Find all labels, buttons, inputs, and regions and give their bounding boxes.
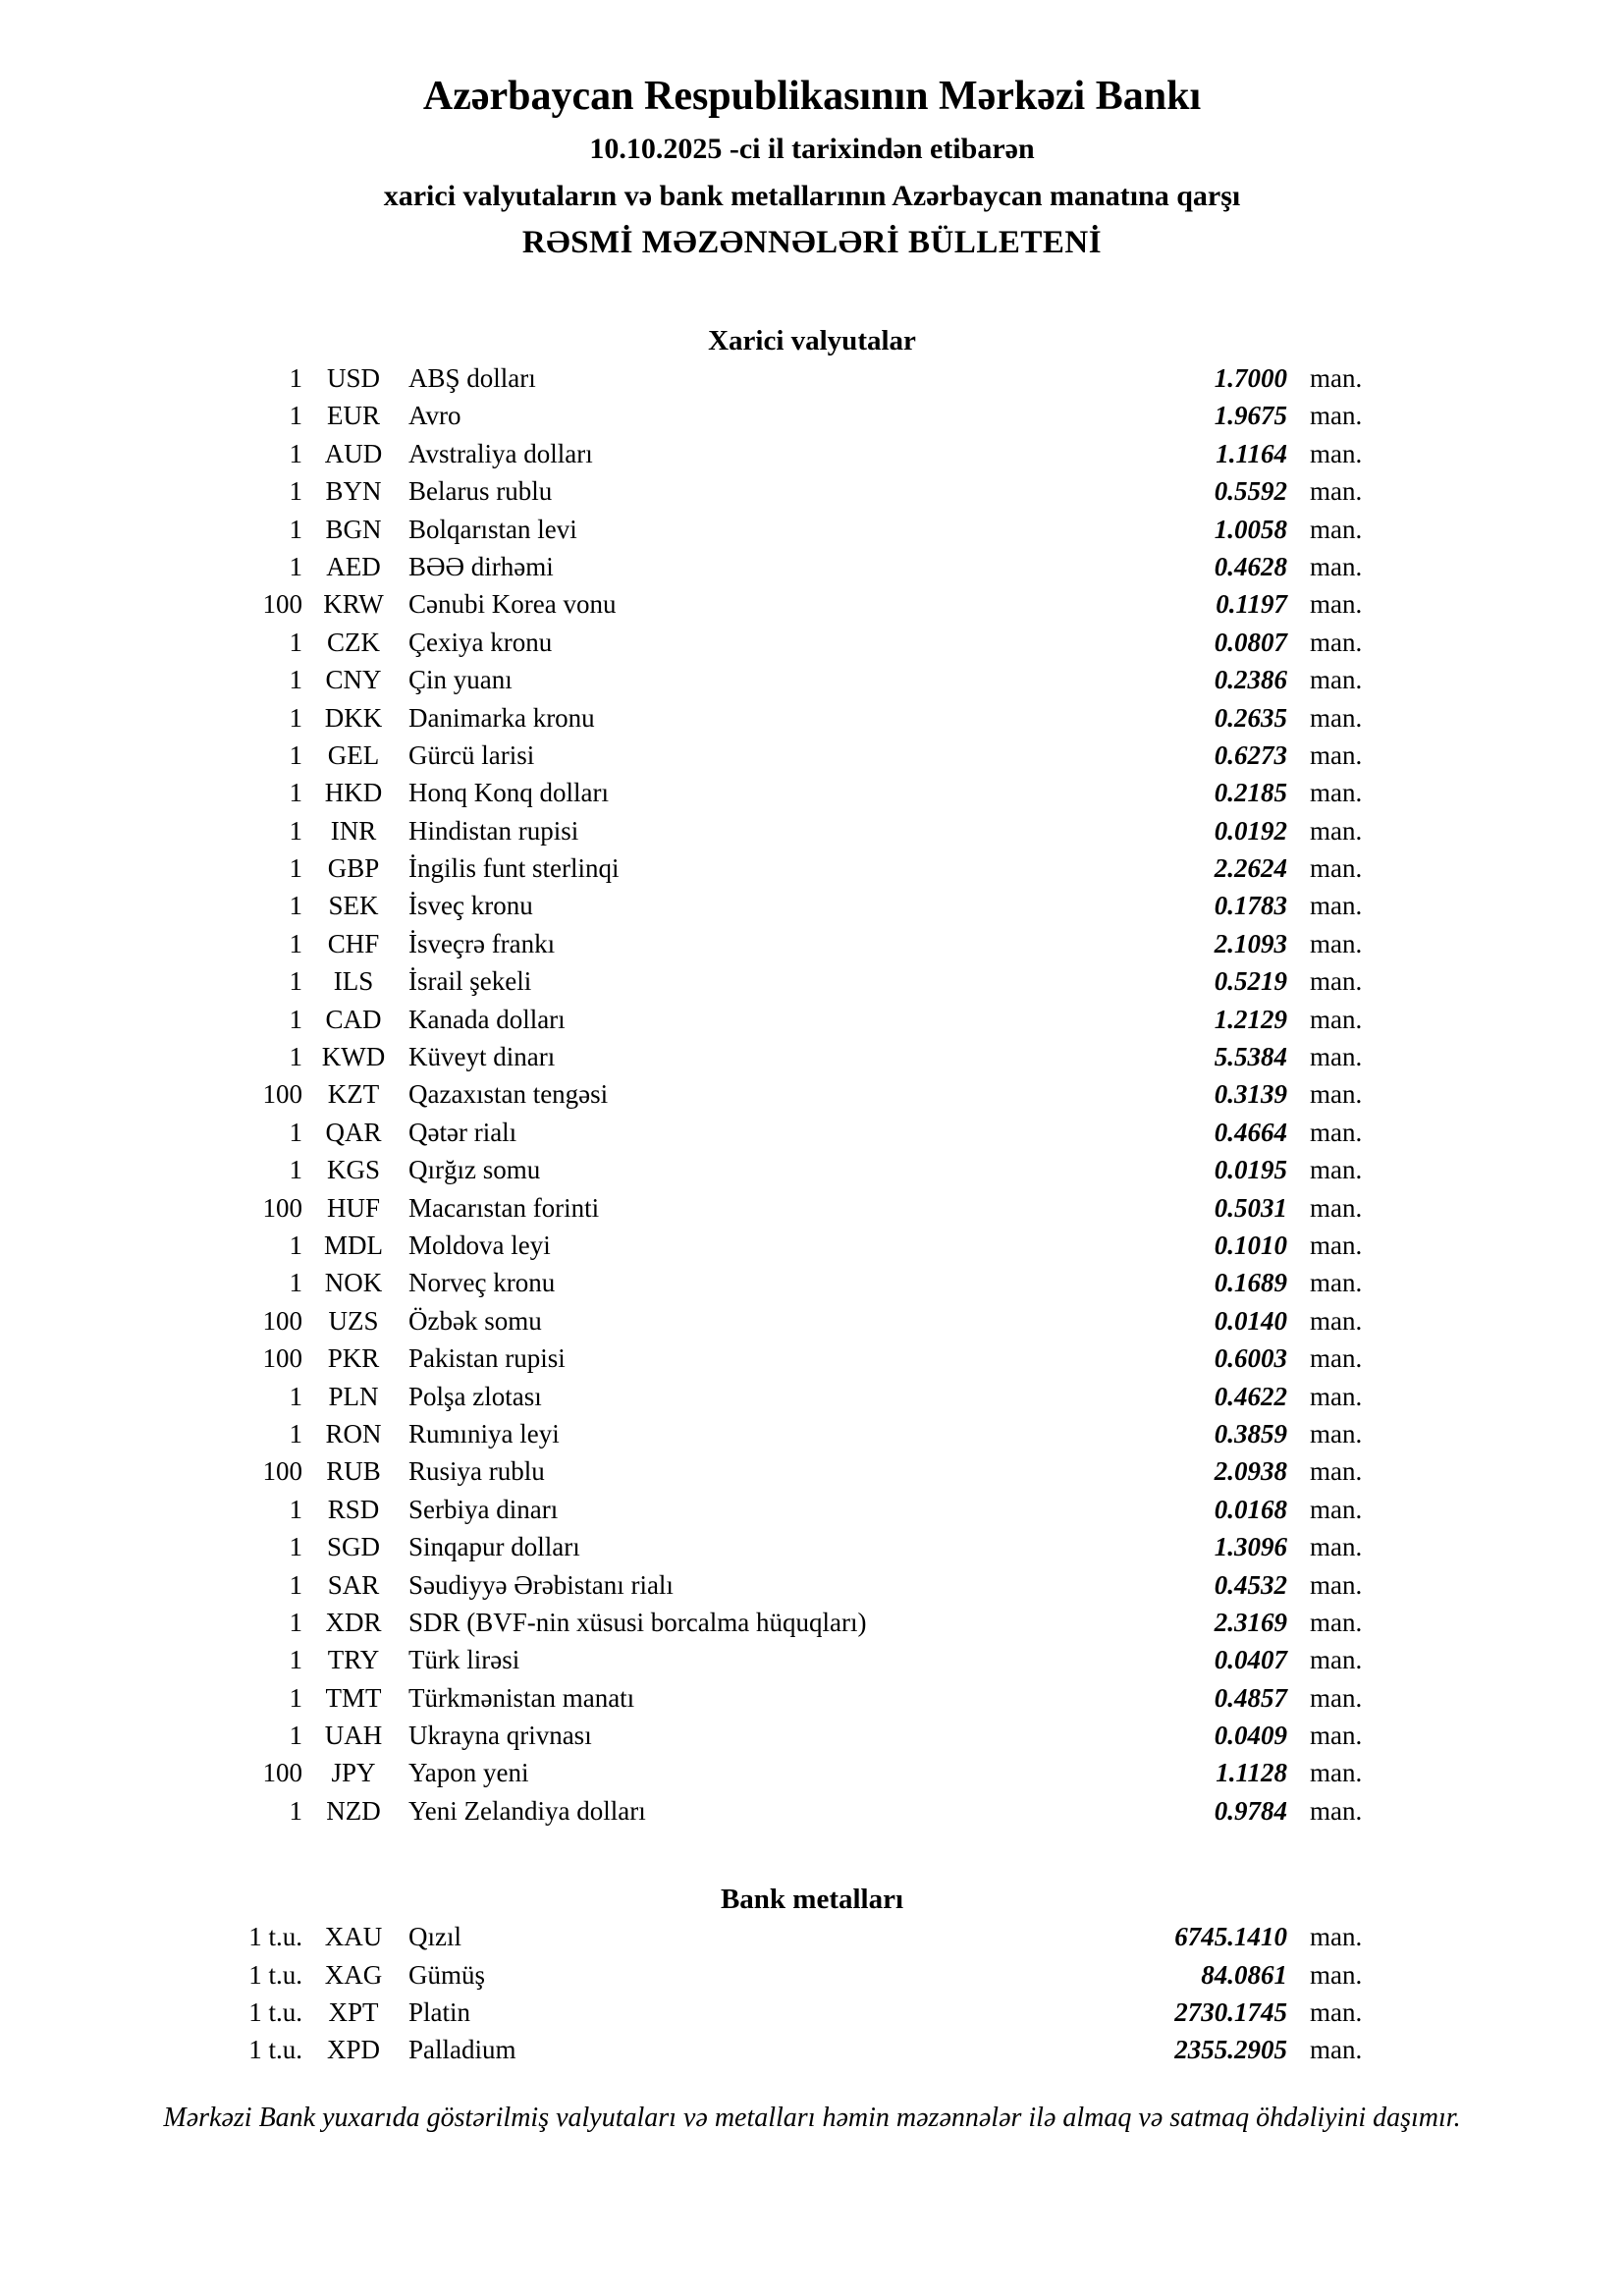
metal-quantity: 1 t.u. xyxy=(248,1959,302,1990)
currency-code: KRW xyxy=(323,589,384,620)
currency-rate: 0.0409 xyxy=(1214,1721,1287,1751)
currency-row xyxy=(0,1075,1379,1113)
metal-name: Qızıl xyxy=(408,1922,461,1952)
metal-code: XAU xyxy=(324,1922,383,1952)
currency-quantity: 1 xyxy=(289,551,302,581)
currency-quantity: 1 xyxy=(289,1569,302,1600)
currency-quantity: 1 xyxy=(289,739,302,770)
currency-row xyxy=(0,962,1379,1000)
currency-row xyxy=(0,849,1379,887)
currency-code: QAR xyxy=(325,1117,382,1147)
currency-row xyxy=(0,1754,1379,1791)
currency-rate: 0.2185 xyxy=(1214,778,1287,808)
currency-row xyxy=(0,435,1379,472)
effective-date-line: 10.10.2025 -ci il tarixindən etibarən xyxy=(589,133,1035,165)
currency-name: BƏƏ dirhəmi xyxy=(408,551,554,581)
bulletin-title: RƏSMİ MƏZƏNNƏLƏRİ BÜLLETENİ xyxy=(521,225,1103,260)
currency-row xyxy=(0,1339,1379,1377)
currency-unit-label: man. xyxy=(1310,627,1363,657)
currency-unit-label: man. xyxy=(1310,1268,1363,1298)
currency-name: Özbək somu xyxy=(408,1305,542,1336)
currency-unit-label: man. xyxy=(1310,853,1363,884)
metal-unit-label: man. xyxy=(1310,1922,1363,1952)
currency-rate: 0.4622 xyxy=(1214,1381,1287,1411)
currency-rate: 0.0140 xyxy=(1214,1305,1287,1336)
currency-unit-label: man. xyxy=(1310,815,1363,846)
currencies-table xyxy=(0,359,1379,1830)
currency-code: TMT xyxy=(325,1682,382,1713)
currency-rate: 0.5031 xyxy=(1214,1192,1287,1223)
currency-quantity: 100 xyxy=(262,1079,302,1110)
currency-code: TRY xyxy=(327,1645,380,1675)
currency-quantity: 100 xyxy=(262,1305,302,1336)
currency-name: Qırğız somu xyxy=(408,1155,541,1185)
currency-quantity: 1 xyxy=(289,1268,302,1298)
currency-unit-label: man. xyxy=(1310,1155,1363,1185)
currency-code: UZS xyxy=(328,1305,379,1336)
currency-name: İngilis funt sterlinqi xyxy=(408,853,620,884)
currency-rate: 0.2635 xyxy=(1214,702,1287,733)
currency-rate: 1.3096 xyxy=(1214,1532,1287,1562)
currency-quantity: 1 xyxy=(289,401,302,431)
currency-unit-label: man. xyxy=(1310,1230,1363,1260)
currency-row xyxy=(0,585,1379,623)
currency-row xyxy=(0,774,1379,811)
metal-unit-label: man. xyxy=(1310,1959,1363,1990)
subtitle-line: xarici valyutaların və bank metallarının Azərbaycan manatına qarşı xyxy=(383,180,1241,212)
metal-name: Gümüş xyxy=(408,1959,486,1990)
currency-unit-label: man. xyxy=(1310,1079,1363,1110)
currency-code: SEK xyxy=(328,891,379,921)
currency-quantity: 100 xyxy=(262,1456,302,1487)
currency-code: KWD xyxy=(321,1042,386,1072)
currency-quantity: 1 xyxy=(289,928,302,958)
currency-name: Qətər rialı xyxy=(408,1117,517,1147)
metal-name: Palladium xyxy=(408,2035,516,2065)
currency-unit-label: man. xyxy=(1310,665,1363,695)
currency-name: İsrail şekeli xyxy=(408,966,532,997)
currency-name: Pakistan rupisi xyxy=(408,1343,566,1374)
currency-rate: 0.0192 xyxy=(1214,815,1287,846)
currency-name: Çin yuanı xyxy=(408,665,513,695)
currency-unit-label: man. xyxy=(1310,1042,1363,1072)
currency-name: Türkmənistan manatı xyxy=(408,1682,635,1713)
currency-code: EUR xyxy=(327,401,380,431)
currency-quantity: 1 xyxy=(289,363,302,393)
currency-rate: 5.5384 xyxy=(1214,1042,1287,1072)
currency-rate: 0.1197 xyxy=(1216,589,1287,620)
currency-unit-label: man. xyxy=(1310,1607,1363,1637)
metal-row xyxy=(0,1956,1379,1994)
metal-rate: 2730.1745 xyxy=(1174,1997,1287,2028)
currency-unit-label: man. xyxy=(1310,1117,1363,1147)
currency-rate: 2.0938 xyxy=(1214,1456,1287,1487)
currency-unit-label: man. xyxy=(1310,1381,1363,1411)
currency-quantity: 1 xyxy=(289,1418,302,1449)
currency-code: CNY xyxy=(325,665,382,695)
currency-name: İsveçrə frankı xyxy=(408,928,556,958)
currency-code: KZT xyxy=(327,1079,380,1110)
currency-code: MDL xyxy=(324,1230,383,1260)
metal-rate: 6745.1410 xyxy=(1174,1922,1287,1952)
currency-unit-label: man. xyxy=(1310,1645,1363,1675)
currency-quantity: 1 xyxy=(289,1042,302,1072)
currency-row xyxy=(0,1528,1379,1565)
currency-quantity: 100 xyxy=(262,1192,302,1223)
currency-rate: 0.3859 xyxy=(1214,1418,1287,1449)
currency-quantity: 1 xyxy=(289,815,302,846)
currency-unit-label: man. xyxy=(1310,1682,1363,1713)
currency-rate: 2.3169 xyxy=(1214,1607,1287,1637)
currency-row xyxy=(0,737,1379,774)
currency-name: Serbiya dinarı xyxy=(408,1494,559,1524)
currency-code: DKK xyxy=(324,702,383,733)
currency-row xyxy=(0,1717,1379,1754)
currency-row xyxy=(0,548,1379,585)
currency-name: Yapon yeni xyxy=(408,1758,529,1788)
currency-row xyxy=(0,1302,1379,1339)
currency-row xyxy=(0,661,1379,698)
currency-rate: 0.5219 xyxy=(1214,966,1287,997)
currency-code: SGD xyxy=(326,1532,380,1562)
currency-unit-label: man. xyxy=(1310,401,1363,431)
currency-row xyxy=(0,887,1379,924)
currency-rate: 0.4532 xyxy=(1214,1569,1287,1600)
currency-unit-label: man. xyxy=(1310,1192,1363,1223)
metal-row xyxy=(0,1994,1379,2031)
currency-quantity: 1 xyxy=(289,1645,302,1675)
currency-unit-label: man. xyxy=(1310,514,1363,544)
currency-quantity: 1 xyxy=(289,1230,302,1260)
currency-unit-label: man. xyxy=(1310,551,1363,581)
currency-name: Cənubi Korea vonu xyxy=(408,589,617,620)
currency-rate: 0.3139 xyxy=(1214,1079,1287,1110)
currency-rate: 0.1783 xyxy=(1214,891,1287,921)
currency-rate: 0.4628 xyxy=(1214,551,1287,581)
currency-row xyxy=(0,1038,1379,1075)
currency-unit-label: man. xyxy=(1310,928,1363,958)
currency-row xyxy=(0,1264,1379,1301)
currency-code: KGS xyxy=(326,1155,380,1185)
currency-name: Avstraliya dolları xyxy=(408,438,593,468)
currency-name: Moldova leyi xyxy=(408,1230,551,1260)
currency-name: Bolqarıstan levi xyxy=(408,514,577,544)
currency-rate: 1.1128 xyxy=(1216,1758,1287,1788)
currency-code: NOK xyxy=(324,1268,383,1298)
currency-row xyxy=(0,1491,1379,1528)
currency-quantity: 1 xyxy=(289,1381,302,1411)
currency-name: Rumıniya leyi xyxy=(408,1418,560,1449)
currency-unit-label: man. xyxy=(1310,1494,1363,1524)
currency-quantity: 1 xyxy=(289,1795,302,1826)
currency-quantity: 1 xyxy=(289,1494,302,1524)
currency-unit-label: man. xyxy=(1310,702,1363,733)
currency-quantity: 1 xyxy=(289,778,302,808)
currency-rate: 0.1689 xyxy=(1214,1268,1287,1298)
currency-rate: 0.2386 xyxy=(1214,665,1287,695)
bank-title: Azərbaycan Respublikasının Mərkəzi Bankı xyxy=(422,74,1202,119)
currency-unit-label: man. xyxy=(1310,739,1363,770)
currency-code: AED xyxy=(326,551,381,581)
currency-code: INR xyxy=(330,815,377,846)
currency-row xyxy=(0,1641,1379,1678)
currency-row xyxy=(0,1114,1379,1151)
metal-rate: 2355.2905 xyxy=(1174,2035,1287,2065)
metal-quantity: 1 t.u. xyxy=(248,1922,302,1952)
currency-quantity: 1 xyxy=(289,514,302,544)
metal-unit-label: man. xyxy=(1310,2035,1363,2065)
currency-name: Danimarka kronu xyxy=(408,702,595,733)
currency-quantity: 1 xyxy=(289,476,302,507)
currency-quantity: 1 xyxy=(289,966,302,997)
currency-quantity: 1 xyxy=(289,1721,302,1751)
metal-unit-label: man. xyxy=(1310,1997,1363,2028)
currency-unit-label: man. xyxy=(1310,1569,1363,1600)
currency-row xyxy=(0,472,1379,510)
currency-code: PLN xyxy=(328,1381,379,1411)
currency-code: CHF xyxy=(327,928,380,958)
currency-row xyxy=(0,1001,1379,1038)
currency-unit-label: man. xyxy=(1310,589,1363,620)
metals-table xyxy=(0,1918,1379,2069)
metal-rate: 84.0861 xyxy=(1201,1959,1287,1990)
currency-unit-label: man. xyxy=(1310,778,1363,808)
currency-rate: 0.6273 xyxy=(1214,739,1287,770)
currency-unit-label: man. xyxy=(1310,966,1363,997)
currency-row xyxy=(0,1452,1379,1490)
currency-code: USD xyxy=(326,363,380,393)
currency-name: Qazaxıstan tengəsi xyxy=(408,1079,609,1110)
currency-quantity: 1 xyxy=(289,1532,302,1562)
currency-name: İsveç kronu xyxy=(408,891,533,921)
footer-note: Mərkəzi Bank yuxarıda göstərilmiş valyutaları və metalları həmin məzənnələr ilə almaq və satmaq öhdəliyini daşımır. xyxy=(163,2102,1461,2133)
currency-row xyxy=(0,1227,1379,1264)
currency-name: Norveç kronu xyxy=(408,1268,556,1298)
currency-row xyxy=(0,699,1379,737)
currency-unit-label: man. xyxy=(1310,438,1363,468)
currency-code: ILS xyxy=(333,966,374,997)
currency-quantity: 100 xyxy=(262,1343,302,1374)
currency-rate: 0.6003 xyxy=(1214,1343,1287,1374)
currency-name: Hindistan rupisi xyxy=(408,815,579,846)
currency-row xyxy=(0,359,1379,397)
currency-code: UAH xyxy=(324,1721,383,1751)
currency-unit-label: man. xyxy=(1310,1305,1363,1336)
currency-row xyxy=(0,925,1379,962)
metal-quantity: 1 t.u. xyxy=(248,1997,302,2028)
currency-unit-label: man. xyxy=(1310,1758,1363,1788)
currency-name: Macarıstan forinti xyxy=(408,1192,600,1223)
metals-section-title: Bank metalları xyxy=(720,1884,904,1916)
currency-row xyxy=(0,1151,1379,1188)
currency-name: Honq Konq dolları xyxy=(408,778,609,808)
currency-quantity: 1 xyxy=(289,1155,302,1185)
currency-name: Avro xyxy=(408,401,461,431)
currency-code: RSD xyxy=(327,1494,380,1524)
currency-name: Yeni Zelandiya dolları xyxy=(408,1795,646,1826)
currency-name: Kanada dolları xyxy=(408,1004,566,1034)
currency-name: SDR (BVF-nin xüsusi borcalma hüquqları) xyxy=(408,1607,867,1637)
currency-quantity: 1 xyxy=(289,891,302,921)
currency-name: Polşa zlotası xyxy=(408,1381,542,1411)
currency-code: NZD xyxy=(326,1795,381,1826)
currency-row xyxy=(0,1415,1379,1452)
currency-row xyxy=(0,397,1379,434)
currency-code: XDR xyxy=(325,1607,382,1637)
metal-code: XPD xyxy=(326,2035,380,2065)
currency-unit-label: man. xyxy=(1310,363,1363,393)
currency-unit-label: man. xyxy=(1310,476,1363,507)
currency-rate: 0.5592 xyxy=(1214,476,1287,507)
currency-row xyxy=(0,624,1379,661)
currency-quantity: 1 xyxy=(289,1682,302,1713)
currency-code: HUF xyxy=(326,1192,380,1223)
currency-rate: 0.9784 xyxy=(1214,1795,1287,1826)
currency-quantity: 100 xyxy=(262,1758,302,1788)
currency-rate: 1.7000 xyxy=(1214,363,1287,393)
metal-code: XAG xyxy=(324,1959,383,1990)
currency-code: SAR xyxy=(327,1569,380,1600)
currency-unit-label: man. xyxy=(1310,1532,1363,1562)
currency-rate: 0.1010 xyxy=(1214,1230,1287,1260)
currency-rate: 0.0807 xyxy=(1214,627,1287,657)
currency-row xyxy=(0,812,1379,849)
currency-unit-label: man. xyxy=(1310,1721,1363,1751)
currency-quantity: 1 xyxy=(289,438,302,468)
currency-code: RUB xyxy=(326,1456,381,1487)
currency-rate: 0.4664 xyxy=(1214,1117,1287,1147)
currency-row xyxy=(0,1566,1379,1604)
currencies-section-title: Xarici valyutalar xyxy=(708,325,916,356)
currency-code: JPY xyxy=(331,1758,376,1788)
currency-name: Rusiya rublu xyxy=(408,1456,545,1487)
currency-name: Küveyt dinarı xyxy=(408,1042,556,1072)
currency-rate: 2.1093 xyxy=(1214,928,1287,958)
currency-row xyxy=(0,511,1379,548)
currency-rate: 0.0168 xyxy=(1214,1494,1287,1524)
currency-row xyxy=(0,1189,1379,1227)
currency-rate: 1.0058 xyxy=(1214,514,1287,544)
currency-quantity: 1 xyxy=(289,1607,302,1637)
currency-unit-label: man. xyxy=(1310,1343,1363,1374)
currency-quantity: 1 xyxy=(289,627,302,657)
currency-row xyxy=(0,1679,1379,1717)
currency-unit-label: man. xyxy=(1310,1418,1363,1449)
currency-quantity: 1 xyxy=(289,853,302,884)
currency-name: Gürcü larisi xyxy=(408,739,535,770)
currency-unit-label: man. xyxy=(1310,891,1363,921)
currency-row xyxy=(0,1792,1379,1830)
currency-quantity: 100 xyxy=(262,589,302,620)
currency-row xyxy=(0,1378,1379,1415)
currency-code: HKD xyxy=(324,778,383,808)
currency-code: AUD xyxy=(324,438,383,468)
currency-name: Türk lirəsi xyxy=(408,1645,520,1675)
currency-code: RON xyxy=(325,1418,382,1449)
currency-code: CAD xyxy=(325,1004,382,1034)
currency-code: GBP xyxy=(327,853,380,884)
currency-rate: 0.0407 xyxy=(1214,1645,1287,1675)
currency-name: Sinqapur dolları xyxy=(408,1532,580,1562)
metal-code: XPT xyxy=(328,1997,379,2028)
currency-quantity: 1 xyxy=(289,665,302,695)
currency-name: Belarus rublu xyxy=(408,476,553,507)
currency-unit-label: man. xyxy=(1310,1456,1363,1487)
currency-name: Ukrayna qrivnası xyxy=(408,1721,592,1751)
currency-rate: 0.4857 xyxy=(1214,1682,1287,1713)
currency-rate: 1.9675 xyxy=(1214,401,1287,431)
currency-unit-label: man. xyxy=(1310,1004,1363,1034)
currency-code: PKR xyxy=(327,1343,380,1374)
currency-row xyxy=(0,1604,1379,1641)
metal-name: Platin xyxy=(408,1997,471,2028)
currency-quantity: 1 xyxy=(289,1004,302,1034)
currency-quantity: 1 xyxy=(289,1117,302,1147)
metal-quantity: 1 t.u. xyxy=(248,2035,302,2065)
currency-name: Çexiya kronu xyxy=(408,627,553,657)
metal-row xyxy=(0,2031,1379,2068)
currency-code: BYN xyxy=(325,476,382,507)
currency-name: ABŞ dolları xyxy=(408,363,536,393)
currency-rate: 1.1164 xyxy=(1216,438,1287,468)
currency-rate: 0.0195 xyxy=(1214,1155,1287,1185)
currency-rate: 1.2129 xyxy=(1214,1004,1287,1034)
currency-code: GEL xyxy=(327,739,380,770)
currency-unit-label: man. xyxy=(1310,1795,1363,1826)
currency-code: BGN xyxy=(325,514,382,544)
currency-rate: 2.2624 xyxy=(1214,853,1287,884)
currency-quantity: 1 xyxy=(289,702,302,733)
currency-name: Səudiyyə Ərəbistanı rialı xyxy=(408,1569,674,1600)
currency-code: CZK xyxy=(327,627,380,657)
metal-row xyxy=(0,1918,1379,1955)
